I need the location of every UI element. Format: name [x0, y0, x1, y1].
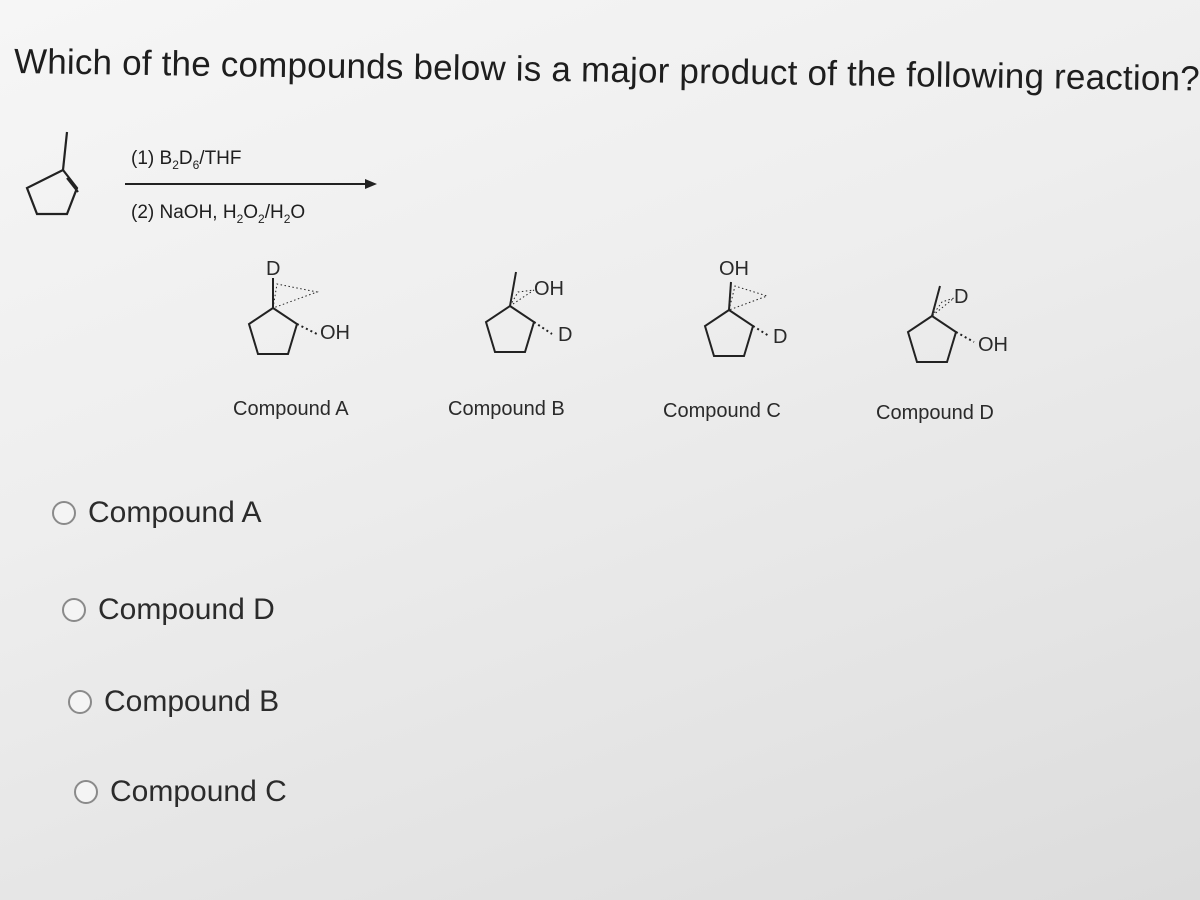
compound-a-side-label: OH	[320, 322, 350, 344]
compound-a-caption: Compound A	[233, 398, 349, 420]
radio-button[interactable]	[52, 501, 76, 525]
compound-d-top-label: D	[954, 286, 969, 308]
compound-c-caption: Compound C	[663, 400, 781, 422]
radio-button[interactable]	[68, 690, 92, 714]
option-label[interactable]: Compound D	[98, 593, 275, 626]
compound-b-side-label: D	[558, 324, 573, 346]
compound-a	[225, 250, 425, 420]
option-compound-d[interactable]	[62, 593, 275, 627]
option-label[interactable]: Compound A	[88, 496, 262, 529]
compound-a-top-label: D	[266, 258, 281, 280]
compound-d	[870, 250, 1070, 424]
compound-c-side-label: D	[773, 326, 788, 348]
compound-d-structure	[870, 250, 1070, 420]
option-label[interactable]: Compound C	[110, 775, 287, 808]
compound-b	[440, 250, 640, 420]
option-compound-b[interactable]	[68, 685, 279, 719]
compound-d-side-label: OH	[978, 334, 1008, 356]
compound-b-structure	[440, 250, 640, 420]
radio-button[interactable]	[62, 598, 86, 622]
compound-b-top-label: OH	[534, 278, 564, 300]
reaction-condition-2: (2) NaOH, $H_2O_2/H_2O$	[131, 202, 306, 226]
compound-c-top-label: OH	[719, 258, 749, 280]
compound-c-structure	[655, 250, 855, 420]
option-compound-c[interactable]	[74, 775, 287, 809]
option-compound-a[interactable]	[52, 496, 261, 530]
compound-d-caption: Compound D	[876, 402, 994, 424]
option-label[interactable]: Compound B	[104, 685, 280, 718]
reaction-condition-1: (1) $B_2D_6$/THF	[131, 148, 242, 172]
compound-c	[655, 250, 855, 420]
radio-button[interactable]	[74, 780, 98, 804]
reaction-scheme	[15, 120, 395, 240]
question-text: Which of the compounds below is a major product of the following reaction?	[13, 42, 1200, 99]
compound-b-caption: Compound B	[448, 398, 565, 420]
